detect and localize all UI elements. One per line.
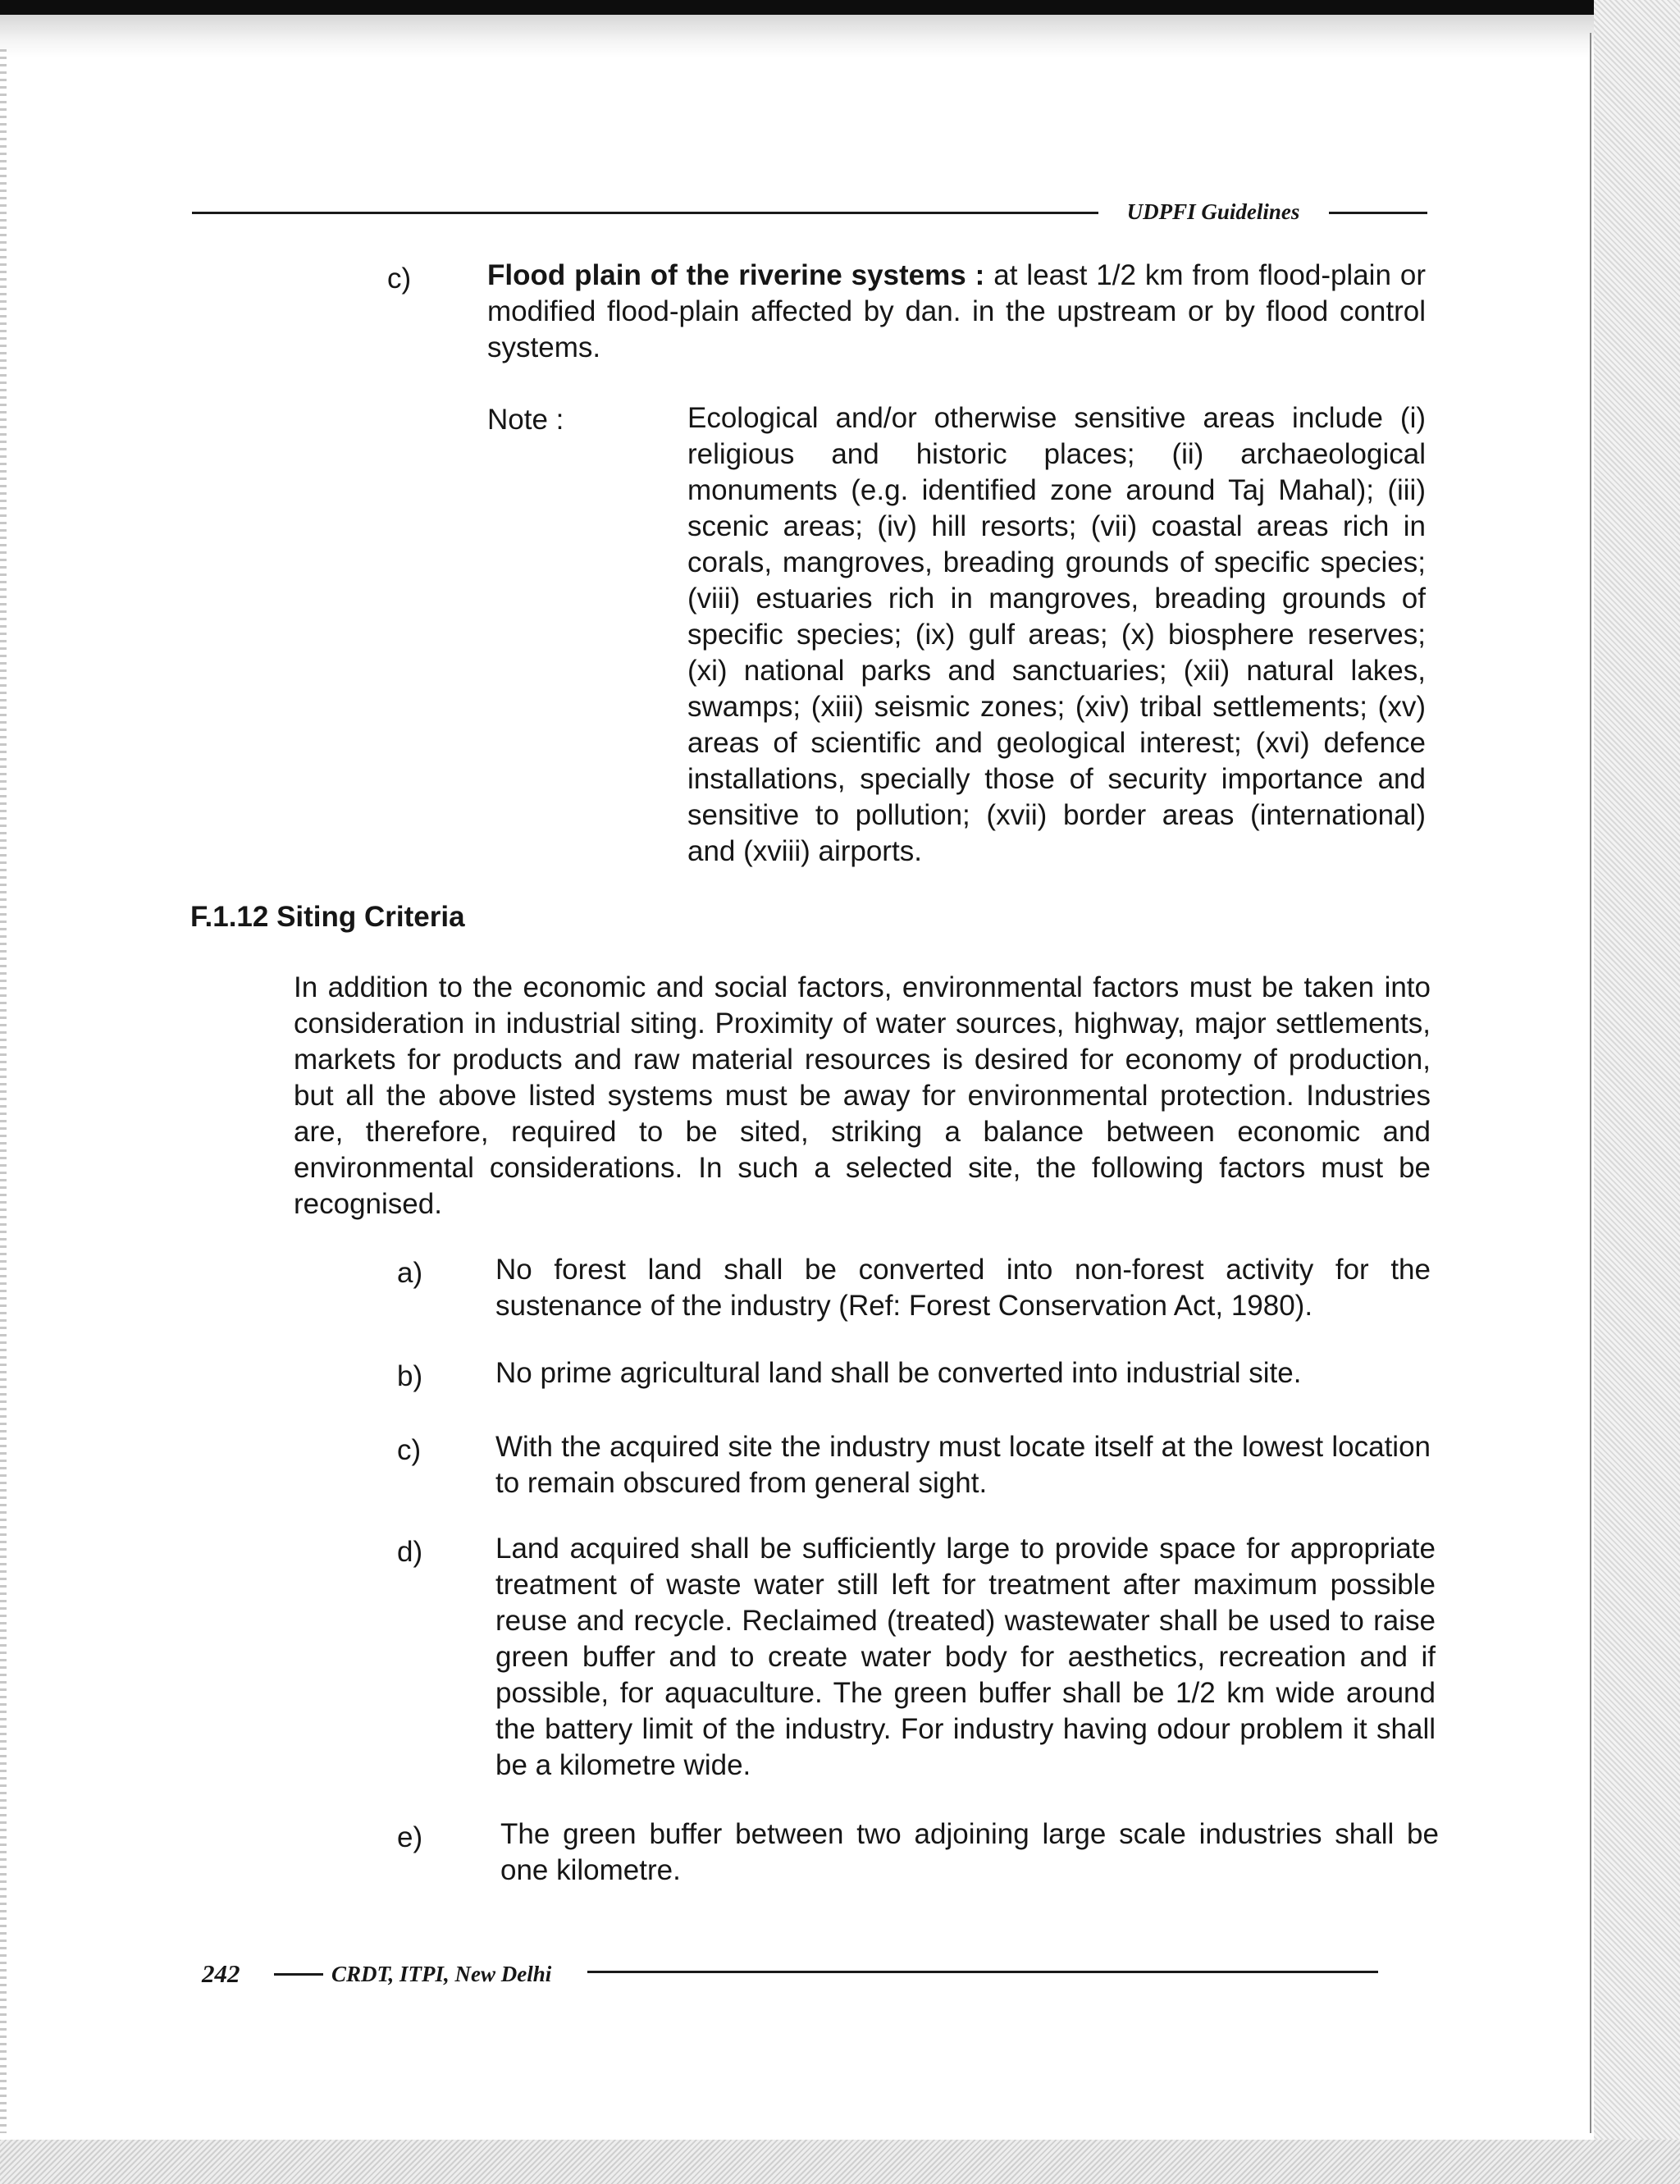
item-b-marker: b)	[397, 1360, 423, 1392]
item-a-text: No forest land shall be converted into non-forest activity for the sustenance of the industry (Ref: Forest Conservation Act, 1980).	[495, 1254, 1431, 1322]
page-edge	[1590, 33, 1591, 2133]
scan-border-top	[0, 0, 1680, 15]
footer-rule	[587, 1971, 1378, 1973]
item-c-top-lead: Flood plain of the riverine systems :	[487, 259, 985, 291]
header-rule-end	[1329, 212, 1427, 214]
item-c-top-marker: c)	[387, 263, 412, 295]
scan-border-bottom	[0, 2140, 1680, 2184]
item-e-text: The green buffer between two adjoining large scale industries shall be one kilometre.	[500, 1818, 1439, 1886]
item-a-marker: a)	[397, 1257, 423, 1289]
item-b-text: No prime agricultural land shall be converted into industrial site.	[495, 1357, 1302, 1389]
item-c-top-paragraph	[487, 258, 1426, 366]
item-c-marker: c)	[397, 1434, 422, 1466]
item-d-text: Land acquired shall be sufficiently large to provide space for appropriate treatment of waste water still left for treatment after maximum possible reuse and recycle. Reclaimed (treated) wastewater shall be used to raise green buffer and to create water body for aesthetics, recreation and if possible, for aquaculture. The green buffer shall be 1/2 km wide around the battery limit of the industry. For industry having odour problem it shall be a kilometre wide.	[495, 1533, 1436, 1781]
section-intro: In addition to the economic and social factors, environmental factors must be taken into consideration in industrial siting. Proximity of water sources, highway, major settlements, markets for products and raw material resources is desired for economy of production, but all the above listed systems must be away for environmental protection. Industries are, therefore, required to be sited, striking a balance between economic and environmental considerations. In such a selected site, the following factors must be recognised.	[294, 971, 1431, 1220]
scan-shadow-top	[0, 15, 1680, 57]
note-text: Ecological and/or otherwise sensitive areas include (i) religious and historic places; (ii) archaeological monuments (e.g. identified zone around Taj Mahal); (iii) scenic areas; (iv) hill resorts; (vii) coastal areas rich in corals, mangroves, breading grounds of specific species; (viii) estuaries rich in mangroves, breading grounds of specific species; (ix) gulf areas; (x) biosphere reserves; (xi) national parks and sanctuaries; (xii) natural lakes, swamps; (xiii) seismic zones; (xiv) tribal settlements; (xv) areas of scientific and geological interest; (xvi) defence installations, specially those of security importance and sensitive to pollution; (xvii) border areas (international) and (xviii) airports.	[687, 402, 1426, 867]
section-heading: F.1.12 Siting Criteria	[190, 901, 465, 933]
note-label: Note :	[487, 404, 564, 436]
footer-dash	[274, 1973, 323, 1976]
footer-title: CRDT, ITPI, New Delhi	[331, 1962, 552, 1986]
item-c-text: With the acquired site the industry must locate itself at the lowest location to remain obscured from general sight.	[495, 1431, 1431, 1499]
item-e-marker: e)	[397, 1821, 423, 1853]
scan-border-right	[1594, 0, 1680, 2184]
item-d-marker: d)	[397, 1536, 423, 1568]
header-rule	[192, 212, 1098, 214]
page-number: 242	[202, 1959, 240, 1988]
header-title: UDPFI Guidelines	[1126, 199, 1300, 224]
item-c-top-text: at least 1/2 km from flood-plain or modified flood-plain affected by dan. in the upstream or by flood control systems.	[487, 259, 1426, 363]
scan-border-left	[0, 49, 7, 2133]
